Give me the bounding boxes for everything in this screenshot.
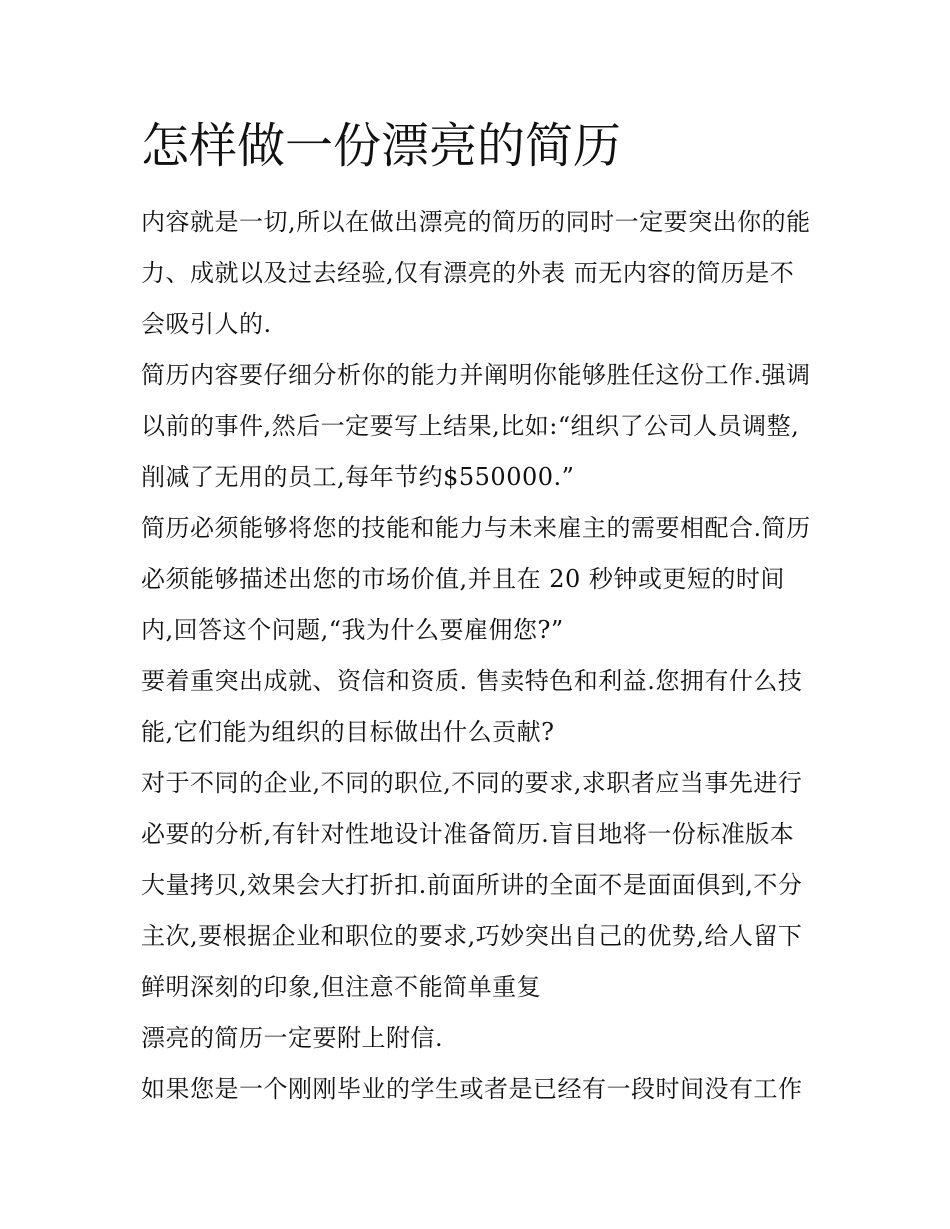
paragraph-analyze-abilities: 简历内容要仔细分析你的能力并阐明你能够胜任这份工作.强调以前的事件,然后一定要写上结果,比如:“组织了公司人员调整,削减了无用的员工,每年节约$550000.” xyxy=(141,361,811,491)
paragraph-cover-letter: 漂亮的简历一定要附上附信. xyxy=(141,1024,444,1052)
paragraph-tailor-resume: 对于不同的企业,不同的职位,不同的要求,求职者应当事先进行必要的分析,有针对性地设计准备简历.盲目地将一份标准版本大量拷贝,效果会大打折扣.前面所讲的全面不是面面俱到,不分主次,要根据企业和职位的要求,巧妙突出自己的优势,给人留下鲜明深刻的印象,但注意不能简单重复 xyxy=(141,769,803,1001)
paragraph-content-is-everything: 内容就是一切,所以在做出漂亮的简历的同时一定要突出你的能力、成就以及过去经验,仅有漂亮的外表 而无内容的简历是不会吸引人的. xyxy=(141,208,811,338)
document-body xyxy=(141,197,811,1115)
document-title: 怎样做一份漂亮的简历 xyxy=(141,118,622,174)
paragraph-match-employer-needs: 简历必须能够将您的技能和能力与未来雇主的需要相配合.简历必须能够描述出您的市场价值,并且在 20 秒钟或更短的时间内,回答这个问题,“我为什么要雇佣您?” xyxy=(141,514,811,644)
paragraph-recent-graduate: 如果您是一个刚刚毕业的学生或者是已经有一段时间没有工作 xyxy=(141,1075,803,1103)
paragraph-highlight-achievements: 要着重突出成就、资信和资质. 售卖特色和利益.您拥有什么技能,它们能为组织的目标做出什么贡献? xyxy=(141,667,803,746)
